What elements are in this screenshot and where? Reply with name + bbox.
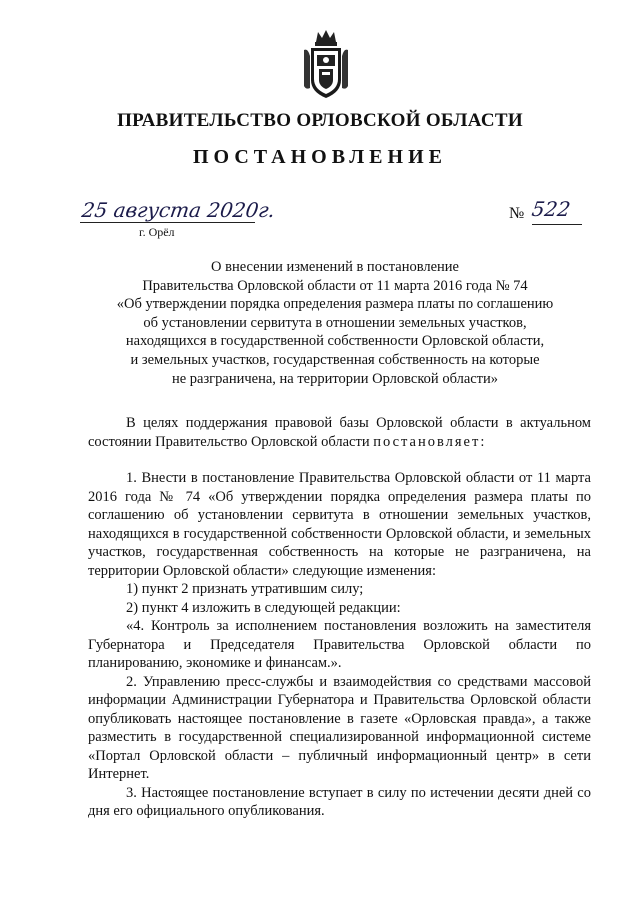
paragraph-3: 3. Настоящее постановление вступает в силу по истечении десяти дней со дня его официального опубликования. [88,784,591,819]
subject-line: не разграничена, на территории Орловской области» [171,370,499,387]
preamble-end: : [480,433,485,450]
preamble-paragraph [88,414,591,451]
subject-line: «Об утверждении порядка определения размера платы по соглашению [116,296,554,313]
paragraph-1: 1. Внести в постановление Правительства Орловской области от 11 марта 2016 года № 74 «Об утверждении порядка определения размера платы по соглашению об установлении сервитута в отношении земельных участков, находящихся в государственной собственности Орловской области, и земельных участков, государственная собственность на которые не разграничена, на территории Орловской области» следующие изменения: [88,470,591,579]
document-body [88,414,591,821]
paragraph-1-quote: «4. Контроль за исполнением постановления возложить на заместителя Губернатора и Председателя Правительства Орловской области по планированию, экономике и финансам.». [88,618,591,671]
coat-of-arms-emblem [300,28,352,100]
number-label: № [509,205,525,222]
city-label: г. Орёл [139,225,175,239]
number-underline [532,224,582,225]
government-title: ПРАВИТЕЛЬСТВО ОРЛОВСКОЙ ОБЛАСТИ [117,110,523,131]
subject-line: и земельных участков, государственная собственность на которые [130,351,540,368]
subject-line: находящихся в государственной собственности Орловской области, [125,333,545,350]
document-subject [80,258,590,388]
document-type-title: ПОСТАНОВЛЕНИЕ [193,146,447,168]
preamble-text: В целях поддержания правовой базы Орловской области в актуальном состоянии Правительство Орловской области [88,415,591,450]
paragraph-gap [88,451,591,469]
handwritten-date: 25 августа 2020г. [80,198,277,222]
paragraph-1-subitem-1: 1) пункт 2 признать утратившим силу; [126,581,364,597]
preamble-keyword: постановляет [373,433,481,450]
subject-line: Правительства Орловской области от 11 марта 2016 года № 74 [142,277,528,294]
paragraph-1-subitem-2: 2) пункт 4 изложить в следующей редакции: [126,599,401,616]
subject-line: об установлении сервитута в отношении земельных участков, [143,314,527,331]
paragraph-2: 2. Управлению пресс-службы и взаимодействия со средствами массовой информации Администрации Губернатора и Правительства Орловской области опубликовать настоящее постановление в газете «Орловская правда», а также разместить в государственной специализированной информационной системе «Портал Орловской области – публичный информационный центр» в сети Интернет. [88,673,591,782]
subject-line: О внесении изменений в постановление [211,259,459,275]
date-underline [80,222,255,223]
handwritten-number: 522 [530,197,572,221]
